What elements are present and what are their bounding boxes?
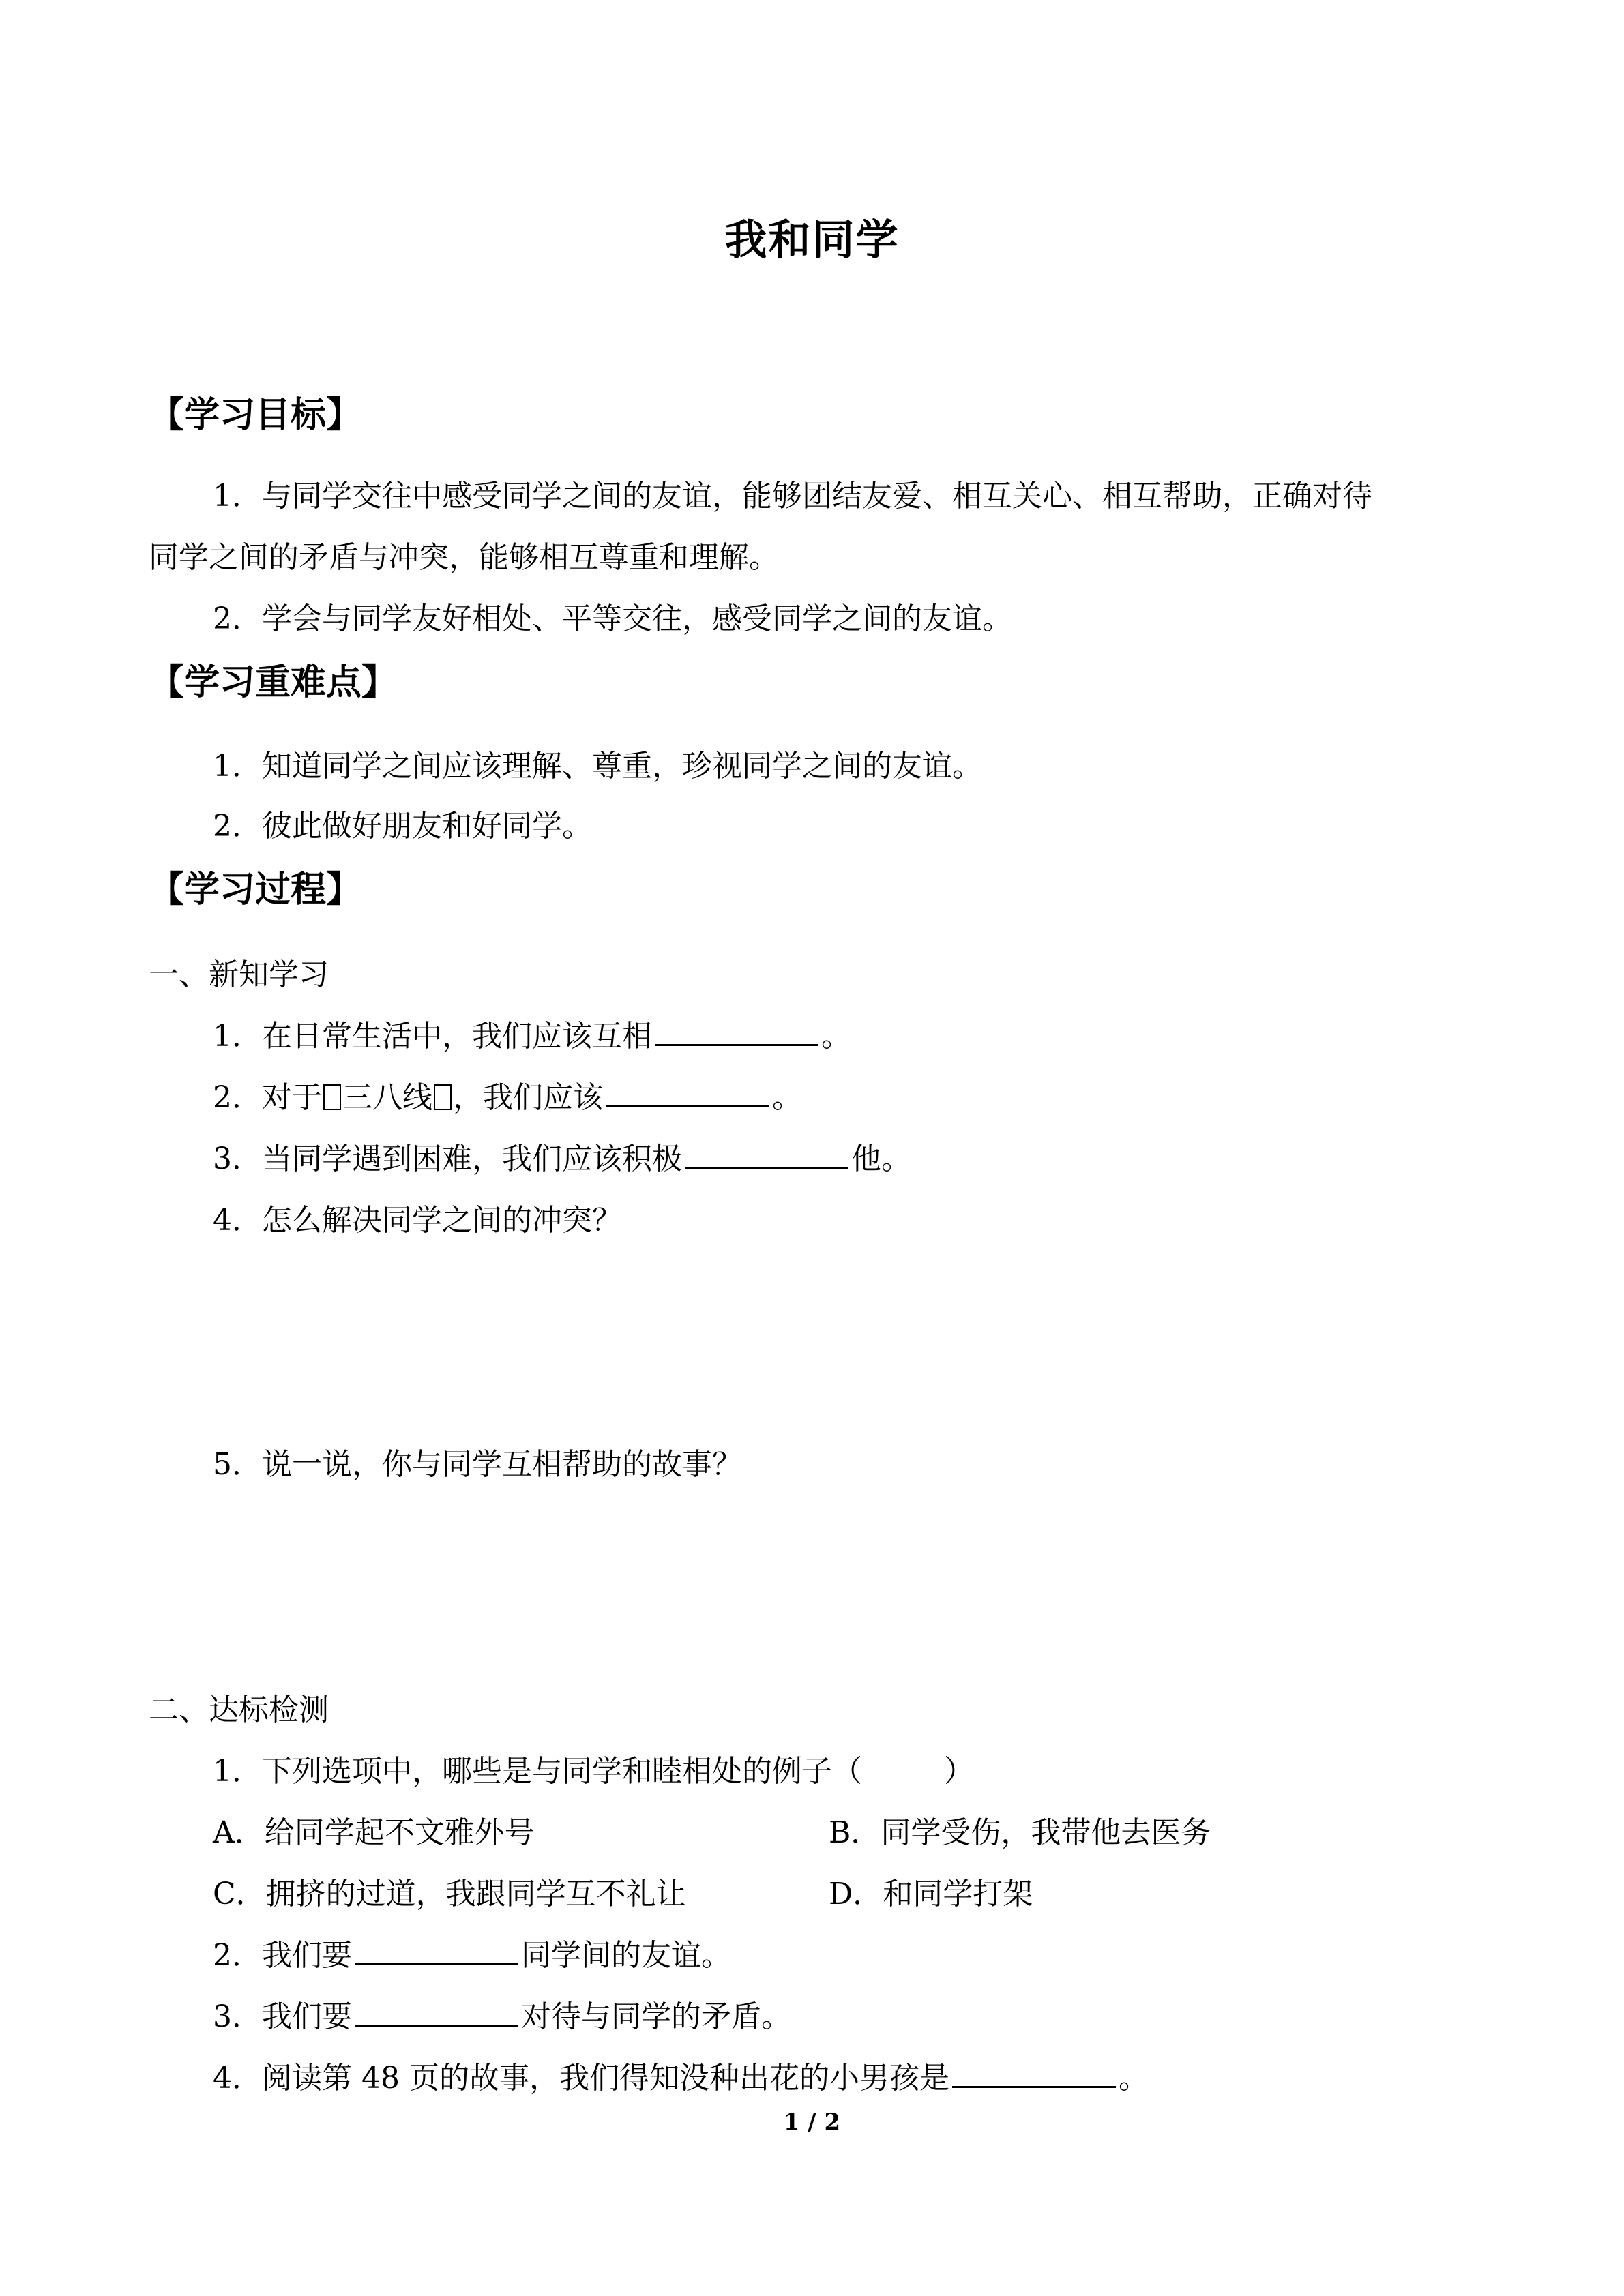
question-2-3: 3．我们要 对待与同学的矛盾。: [213, 1995, 791, 2039]
question-1-4: 4．怎么解决同学之间的冲突？: [213, 1203, 622, 1238]
answer-blank[interactable]: [655, 1015, 818, 1046]
key-point-2: 2．彼此做好朋友和好同学。: [213, 809, 592, 844]
page-title: 我和同学: [724, 215, 900, 265]
answer-blank[interactable]: [952, 2057, 1116, 2088]
option-d[interactable]: D．和同学打架: [829, 1877, 1033, 1911]
option-b[interactable]: B．同学受伤，我带他去医务: [829, 1815, 1211, 1850]
page-number: 1 / 2: [783, 2108, 841, 2136]
process-heading: 【学习过程】: [149, 869, 362, 910]
goals-heading: 【学习目标】: [149, 395, 362, 436]
option-c[interactable]: C．拥挤的过道，我跟同学互不礼让: [213, 1877, 686, 1911]
answer-blank[interactable]: [355, 1996, 518, 2027]
section-1-title: 一、新知学习: [149, 957, 329, 992]
missing-glyph-box: [323, 1084, 341, 1110]
goal-1-line-2: 同学之间的矛盾与冲突，能够相互尊重和理解。: [149, 540, 779, 575]
answer-blank[interactable]: [606, 1077, 769, 1107]
missing-glyph-box: [434, 1084, 452, 1110]
section-2-title: 二、达标检测: [149, 1693, 329, 1727]
question-2-2: 2．我们要 同学间的友谊。: [213, 1934, 731, 1978]
option-a[interactable]: A．给同学起不文雅外号: [213, 1815, 535, 1850]
question-1-2: 2．对于 三八线 ，我们应该 。: [213, 1076, 802, 1120]
question-2-4: 4．阅读第 48 页的故事，我们得知没种出花的小男孩是 。: [213, 2057, 1149, 2100]
answer-blank[interactable]: [355, 1935, 518, 1965]
question-1-1: 1．在日常生活中，我们应该互相 。: [213, 1015, 851, 1058]
question-2-1: 1．下列选项中，哪些是与同学和睦相处的例子（ ）: [213, 1754, 974, 1789]
key-point-1: 1．知道同学之间应该理解、尊重，珍视同学之间的友谊。: [213, 749, 982, 784]
goal-1-line-1: 1．与同学交往中感受同学之间的友谊，能够团结友爱、相互关心、相互帮助，正确对待: [213, 479, 1372, 513]
key-points-heading: 【学习重难点】: [149, 662, 398, 703]
goal-2: 2．学会与同学友好相处、平等交往，感受同学之间的友谊。: [213, 601, 1012, 636]
answer-blank[interactable]: [685, 1138, 848, 1169]
question-1-3: 3．当同学遇到困难，我们应该积极 他。: [213, 1137, 911, 1181]
question-1-5: 5．说一说，你与同学互相帮助的故事？: [213, 1447, 742, 1482]
